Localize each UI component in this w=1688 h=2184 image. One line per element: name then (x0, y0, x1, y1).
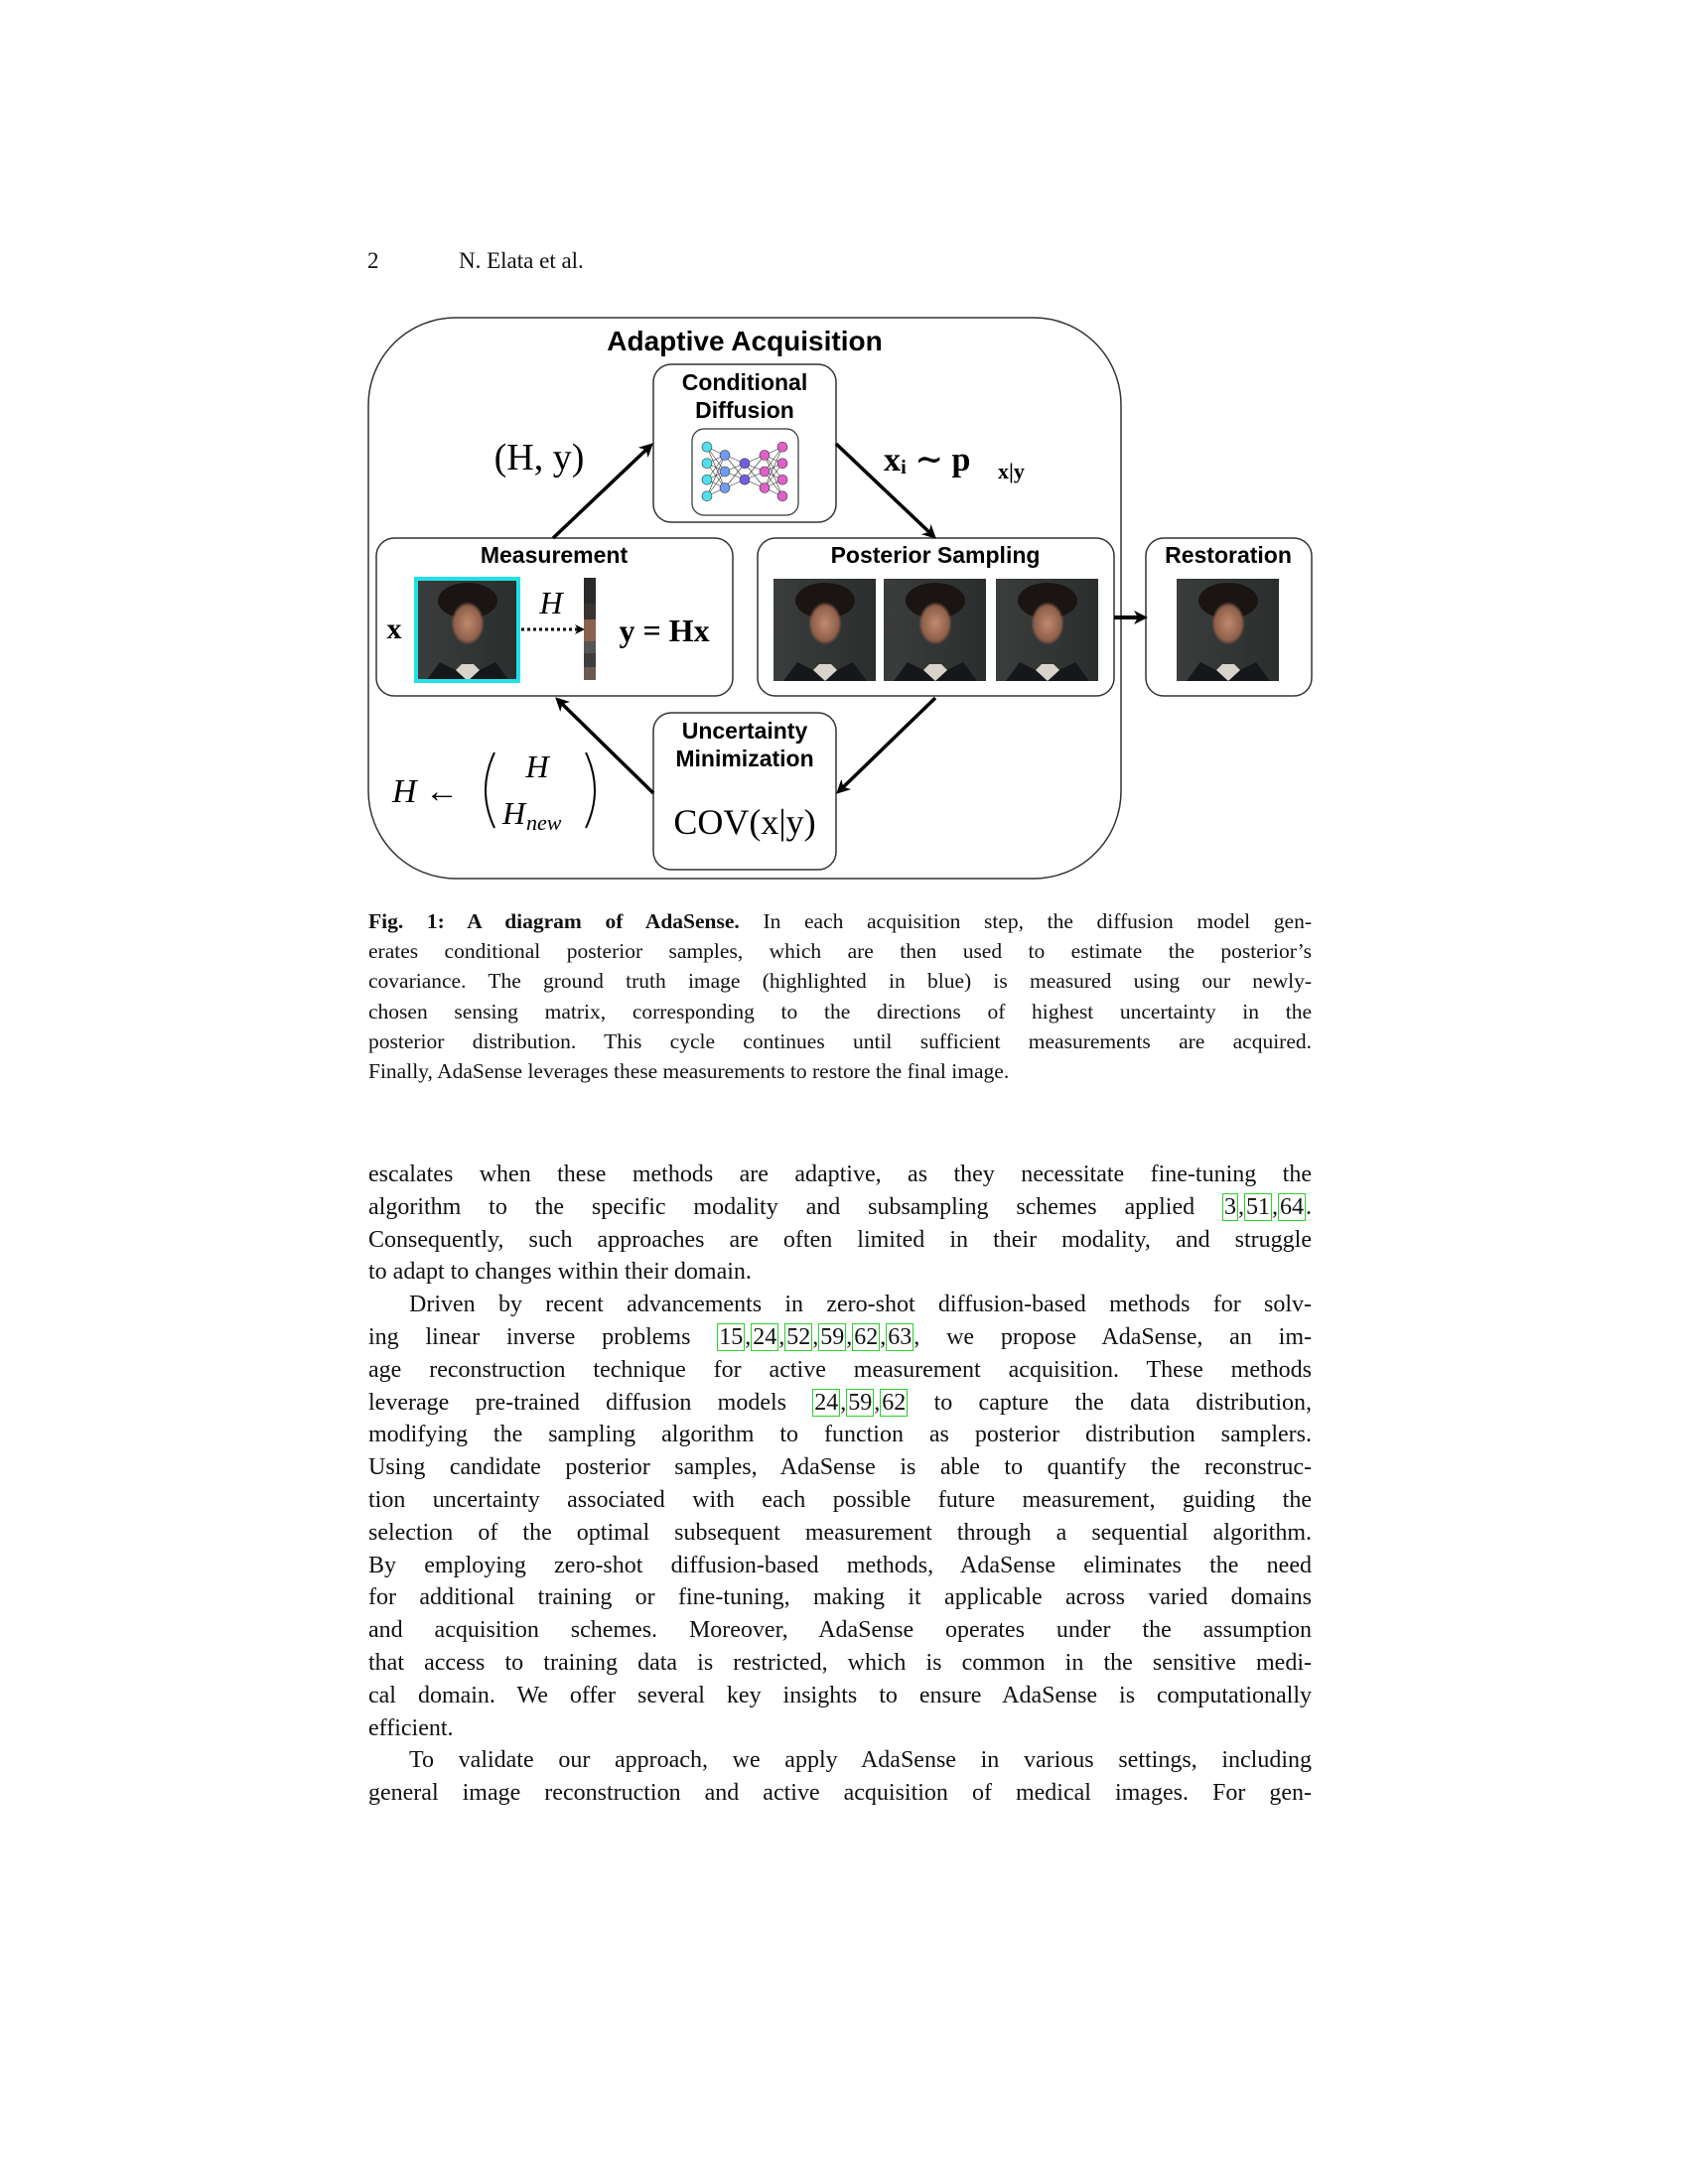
nn-node (760, 467, 770, 477)
caption-label: Fig. 1: A diagram of AdaSense. (368, 909, 740, 933)
text-line: algorithm to the specific modality and subsampling schemes applied 3,51,64. (368, 1193, 1312, 1220)
svg-text:Diffusion: Diffusion (695, 397, 794, 423)
text-line: Driven by recent advancements in zero-shot diffusion-based methods for solv- (409, 1292, 1312, 1318)
update-rule (391, 749, 595, 835)
citation-link[interactable]: 24 (753, 1323, 777, 1350)
text-line: To validate our approach, we apply AdaSense in various settings, including (409, 1747, 1312, 1774)
nn-node (720, 467, 730, 477)
svg-text:Posterior Sampling: Posterior Sampling (830, 542, 1041, 568)
citation-link[interactable]: 51 (1246, 1193, 1270, 1220)
figure-title: Adaptive Acquisition (607, 326, 883, 356)
svg-text:H: H (539, 585, 563, 620)
nn-node (702, 459, 712, 469)
svg-text:Minimization: Minimization (675, 746, 814, 771)
text-line: ing linear inverse problems 15,24,52,59,62,63, we propose AdaSense, an im- (368, 1323, 1312, 1350)
citation-group: 15,24,52,59,62,63 (719, 1323, 913, 1350)
caption-line: covariance. The ground truth image (highlighted in blue) is measured using our newly- (368, 969, 1312, 994)
citation-link[interactable]: 62 (882, 1389, 907, 1416)
text-line: to adapt to changes within their domain. (368, 1259, 752, 1286)
text-line: and acquisition schemes. Moreover, AdaSense operates under the assumption (368, 1617, 1312, 1644)
adasense-diagram (0, 0, 1688, 993)
arrow-uncertainty-to-measurement (558, 700, 653, 793)
uncertainty-minimization-box (653, 713, 836, 870)
text-line: Using candidate posterior samples, AdaSense is able to quantify the reconstruc- (368, 1454, 1312, 1481)
caption-line: Fig. 1: A diagram of AdaSense. In each acquisition step, the diffusion model gen- (368, 909, 1312, 933)
svg-text:x: x (386, 613, 402, 645)
citation-link[interactable]: 15 (719, 1323, 744, 1350)
nn-node (777, 459, 787, 469)
svg-text:Measurement: Measurement (480, 542, 629, 568)
nn-node (760, 483, 770, 493)
text-line: Consequently, such approaches are often limited in their modality, and struggle (368, 1226, 1312, 1253)
text-line: escalates when these methods are adaptive, as they necessitate fine-tuning the (368, 1161, 1312, 1187)
restoration-box (1146, 538, 1312, 696)
citation-link[interactable]: 62 (854, 1323, 879, 1350)
svg-text:H: H (502, 795, 526, 831)
svg-text:Uncertainty: Uncertainty (681, 718, 808, 744)
citation-link[interactable]: 64 (1280, 1193, 1304, 1220)
nn-node (777, 475, 787, 484)
text-line: leverage pre-trained diffusion models 24,59,62 to capture the data distribution, (368, 1389, 1313, 1416)
svg-text:new: new (526, 810, 562, 835)
text-line: general image reconstruction and active acquisition of medical images. For gen- (368, 1780, 1312, 1807)
citation-group: 3,51,64 (1224, 1193, 1304, 1220)
nn-node (777, 491, 787, 501)
text-line: age reconstruction technique for active measurement acquisition. These methods (368, 1356, 1312, 1383)
nn-node (720, 483, 730, 493)
covariance-formula: COV(x|y) (673, 802, 816, 842)
citation-link[interactable]: 52 (786, 1323, 811, 1350)
citation-link[interactable]: 59 (848, 1389, 873, 1416)
running-header-authors: N. Elata et al. (459, 248, 584, 273)
nn-node (777, 442, 787, 452)
neural-network-icon (692, 429, 798, 515)
caption-line: posterior distribution. This cycle continues until sufficient measurements are acquired. (368, 1028, 1312, 1053)
citation-link[interactable]: 3 (1224, 1193, 1236, 1220)
page-number: 2 (367, 248, 379, 273)
nn-node (702, 475, 712, 484)
nn-node (702, 442, 712, 452)
svg-text:H ←: H ← (392, 773, 460, 810)
text-line: modifying the sampling algorithm to function as posterior distribution samplers. (368, 1422, 1312, 1448)
conditional-diffusion-box (653, 364, 836, 522)
text-line: selection of the optimal subsequent measurement through a sequential algorithm. (368, 1519, 1312, 1546)
nn-node (702, 491, 712, 501)
nn-node (740, 459, 750, 469)
posterior-sample-2 (884, 579, 986, 681)
citation-link[interactable]: 63 (888, 1323, 913, 1350)
measurement-vector (584, 578, 596, 680)
edge-label-posterior-sub: x|y (998, 459, 1025, 483)
caption-line: Finally, AdaSense leverages these measurements to restore the final image. (368, 1058, 1010, 1083)
nn-node (720, 451, 730, 461)
arrow-posterior-to-uncertainty (839, 698, 935, 791)
text-line: cal domain. We offer several key insights to ensure AdaSense is computationally (368, 1682, 1312, 1708)
edge-label-posterior: xᵢ ∼ p (884, 442, 971, 478)
figure-caption (368, 906, 1312, 1086)
restored-image (1177, 579, 1279, 681)
nn-node (740, 475, 750, 484)
measurement-box (376, 538, 733, 696)
citation-link[interactable]: 24 (814, 1389, 839, 1416)
svg-text:Conditional: Conditional (681, 369, 808, 395)
text-line: By employing zero-shot diffusion-based methods, AdaSense eliminates the need (368, 1552, 1312, 1578)
body-text (368, 1159, 1312, 1810)
caption-line: chosen sensing matrix, corresponding to the directions of highest uncertainty in the (368, 999, 1312, 1024)
posterior-sampling-box (758, 538, 1114, 696)
text-line: efficient. (368, 1714, 454, 1741)
citation-group: 24,59,62 (814, 1389, 907, 1416)
svg-text:Restoration: Restoration (1165, 542, 1292, 568)
posterior-sample-1 (774, 579, 876, 681)
text-line: for additional training or fine-tuning, making it applicable across varied domains (368, 1584, 1312, 1611)
caption-line: erates conditional posterior samples, which are then used to estimate the posterior’s (368, 939, 1312, 964)
text-line: tion uncertainty associated with each possible future measurement, guiding the (368, 1486, 1312, 1513)
measurement-equation: y = Hx (619, 613, 710, 648)
ground-truth-image (416, 579, 518, 681)
edge-label-h-y: (H, y) (493, 437, 585, 478)
posterior-sample-3 (996, 579, 1098, 681)
text-line: that access to training data is restricted, which is common in the sensitive medi- (368, 1649, 1312, 1676)
nn-node (760, 451, 770, 461)
svg-text:H: H (525, 749, 549, 784)
citation-link[interactable]: 59 (820, 1323, 845, 1350)
